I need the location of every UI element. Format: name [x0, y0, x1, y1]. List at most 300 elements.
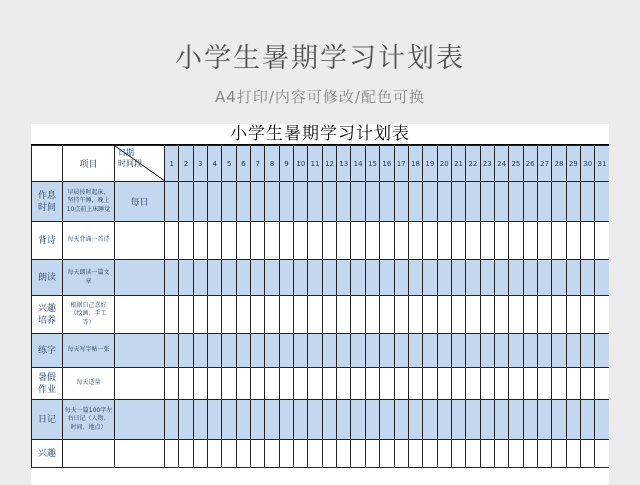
day-cell[interactable]: [351, 368, 365, 400]
day-cell[interactable]: [322, 222, 336, 260]
header-item: 项目: [63, 146, 115, 182]
day-cell[interactable]: [394, 260, 408, 296]
day-cell[interactable]: [251, 334, 265, 368]
day-header: 26: [523, 146, 537, 182]
day-cell[interactable]: [580, 260, 594, 296]
day-cell[interactable]: [423, 368, 437, 400]
day-cell[interactable]: [595, 260, 609, 296]
day-cell[interactable]: [537, 260, 551, 296]
day-cell[interactable]: [265, 296, 279, 334]
day-cell[interactable]: [509, 440, 523, 468]
day-cell[interactable]: [380, 296, 394, 334]
day-cell[interactable]: [494, 182, 508, 222]
day-cell[interactable]: [437, 334, 451, 368]
day-cell[interactable]: [322, 182, 336, 222]
day-cell[interactable]: [236, 222, 250, 260]
day-cell[interactable]: [208, 296, 222, 334]
page-title: 小学生暑期学习计划表: [175, 43, 465, 74]
day-cell[interactable]: [451, 334, 465, 368]
day-cell[interactable]: [480, 296, 494, 334]
day-cell[interactable]: [451, 182, 465, 222]
day-cell[interactable]: [351, 260, 365, 296]
day-cell[interactable]: [365, 260, 379, 296]
day-cell[interactable]: [423, 296, 437, 334]
day-cell[interactable]: [523, 440, 537, 468]
day-cell[interactable]: [523, 368, 537, 400]
day-cell[interactable]: [480, 260, 494, 296]
day-cell[interactable]: [251, 440, 265, 468]
day-cell[interactable]: [523, 222, 537, 260]
day-cell[interactable]: [337, 440, 351, 468]
day-cell[interactable]: [179, 440, 193, 468]
day-cell[interactable]: [437, 182, 451, 222]
day-cell[interactable]: [351, 334, 365, 368]
day-cell[interactable]: [552, 440, 566, 468]
day-cell[interactable]: [222, 400, 236, 440]
day-cell[interactable]: [308, 400, 322, 440]
day-cell[interactable]: [537, 400, 551, 440]
day-cell[interactable]: [523, 334, 537, 368]
day-cell[interactable]: [337, 368, 351, 400]
day-cell[interactable]: [294, 222, 308, 260]
day-cell[interactable]: [265, 182, 279, 222]
day-cell[interactable]: [193, 400, 207, 440]
day-cell[interactable]: [480, 400, 494, 440]
day-cell[interactable]: [494, 440, 508, 468]
day-cell[interactable]: [394, 222, 408, 260]
day-cell[interactable]: [236, 182, 250, 222]
day-cell[interactable]: [179, 400, 193, 440]
day-cell[interactable]: [351, 182, 365, 222]
row-frequency: [115, 400, 165, 440]
day-cell[interactable]: [552, 368, 566, 400]
day-cell[interactable]: [437, 260, 451, 296]
day-cell[interactable]: [222, 222, 236, 260]
day-cell[interactable]: [408, 222, 422, 260]
day-cell[interactable]: [595, 296, 609, 334]
day-cell[interactable]: [552, 222, 566, 260]
day-header: 6: [236, 146, 250, 182]
day-header: 9: [279, 146, 293, 182]
day-header: 24: [494, 146, 508, 182]
day-cell[interactable]: [423, 182, 437, 222]
day-cell[interactable]: [537, 334, 551, 368]
day-cell[interactable]: [279, 400, 293, 440]
day-cell[interactable]: [236, 260, 250, 296]
day-cell[interactable]: [451, 296, 465, 334]
day-cell[interactable]: [537, 440, 551, 468]
day-cell[interactable]: [552, 182, 566, 222]
day-cell[interactable]: [494, 260, 508, 296]
day-cell[interactable]: [236, 334, 250, 368]
day-cell[interactable]: [236, 296, 250, 334]
day-cell[interactable]: [222, 296, 236, 334]
day-cell[interactable]: [208, 260, 222, 296]
day-cell[interactable]: [451, 440, 465, 468]
day-cell[interactable]: [580, 222, 594, 260]
day-cell[interactable]: [294, 400, 308, 440]
day-cell[interactable]: [494, 222, 508, 260]
day-cell[interactable]: [193, 182, 207, 222]
day-cell[interactable]: [251, 260, 265, 296]
day-header: 7: [251, 146, 265, 182]
day-cell[interactable]: [580, 368, 594, 400]
day-cell[interactable]: [552, 296, 566, 334]
day-cell[interactable]: [394, 334, 408, 368]
day-cell[interactable]: [193, 368, 207, 400]
sheet-title: 小学生暑期学习计划表: [31, 124, 609, 145]
day-cell[interactable]: [437, 368, 451, 400]
day-cell[interactable]: [193, 260, 207, 296]
day-cell[interactable]: [523, 400, 537, 440]
plan-row: [32, 296, 610, 334]
day-cell[interactable]: [365, 334, 379, 368]
day-header: 8: [265, 146, 279, 182]
day-cell[interactable]: [265, 334, 279, 368]
day-cell[interactable]: [222, 182, 236, 222]
day-cell[interactable]: [265, 222, 279, 260]
day-header: 18: [408, 146, 422, 182]
day-cell[interactable]: [236, 368, 250, 400]
day-cell[interactable]: [279, 368, 293, 400]
day-cell[interactable]: [308, 368, 322, 400]
plan-row: [32, 260, 610, 296]
day-cell[interactable]: [437, 222, 451, 260]
day-cell[interactable]: [423, 222, 437, 260]
day-cell[interactable]: [408, 182, 422, 222]
day-cell[interactable]: [566, 368, 580, 400]
day-cell[interactable]: [337, 296, 351, 334]
day-cell[interactable]: [294, 296, 308, 334]
day-header: 27: [537, 146, 551, 182]
day-cell[interactable]: [208, 400, 222, 440]
day-cell[interactable]: [466, 440, 480, 468]
day-cell[interactable]: [193, 334, 207, 368]
day-cell[interactable]: [580, 440, 594, 468]
day-header: 23: [480, 146, 494, 182]
day-header: 28: [552, 146, 566, 182]
day-cell[interactable]: [494, 334, 508, 368]
day-cell[interactable]: [580, 182, 594, 222]
day-cell[interactable]: [380, 260, 394, 296]
day-cell[interactable]: [351, 400, 365, 440]
day-cell[interactable]: [294, 182, 308, 222]
day-cell[interactable]: [566, 334, 580, 368]
day-cell[interactable]: [408, 296, 422, 334]
row-category: 日记: [32, 400, 63, 440]
day-cell[interactable]: [337, 182, 351, 222]
day-cell[interactable]: [308, 334, 322, 368]
day-cell[interactable]: [408, 440, 422, 468]
day-cell[interactable]: [236, 400, 250, 440]
plan-sheet: [31, 124, 609, 485]
day-cell[interactable]: [437, 440, 451, 468]
day-cell[interactable]: [365, 440, 379, 468]
day-cell[interactable]: [451, 260, 465, 296]
row-description: 每天一篇100字左 右日记（人物、 时间、地点）: [63, 400, 115, 440]
day-header: 17: [394, 146, 408, 182]
row-description: 早晨按时起床， 坚持午睡，晚上 10点前上床睡觉: [63, 182, 115, 222]
day-cell[interactable]: [451, 400, 465, 440]
day-cell[interactable]: [423, 400, 437, 440]
day-cell[interactable]: [222, 260, 236, 296]
day-cell[interactable]: [595, 368, 609, 400]
day-cell[interactable]: [494, 400, 508, 440]
day-header: 19: [423, 146, 437, 182]
day-cell[interactable]: [251, 368, 265, 400]
day-cell[interactable]: [351, 296, 365, 334]
day-cell[interactable]: [208, 440, 222, 468]
day-cell[interactable]: [466, 334, 480, 368]
day-cell[interactable]: [595, 222, 609, 260]
day-cell[interactable]: [208, 222, 222, 260]
day-header: 5: [222, 146, 236, 182]
day-cell[interactable]: [380, 368, 394, 400]
day-header: 11: [308, 146, 322, 182]
day-cell[interactable]: [165, 334, 179, 368]
day-cell[interactable]: [193, 440, 207, 468]
header-diagonal-cell: [115, 146, 165, 182]
row-description: 根据自己喜好 （绘画、手工 等）: [63, 296, 115, 334]
day-cell[interactable]: [308, 222, 322, 260]
day-cell[interactable]: [480, 182, 494, 222]
day-cell[interactable]: [595, 440, 609, 468]
day-cell[interactable]: [394, 182, 408, 222]
day-cell[interactable]: [322, 296, 336, 334]
day-cell[interactable]: [380, 222, 394, 260]
day-cell[interactable]: [208, 334, 222, 368]
row-category: 作息 时间: [32, 182, 63, 222]
row-category: 练字: [32, 334, 63, 368]
day-cell[interactable]: [193, 296, 207, 334]
day-cell[interactable]: [466, 222, 480, 260]
day-cell[interactable]: [394, 368, 408, 400]
day-cell[interactable]: [179, 296, 193, 334]
day-cell[interactable]: [337, 260, 351, 296]
day-cell[interactable]: [365, 182, 379, 222]
day-cell[interactable]: [480, 368, 494, 400]
day-cell[interactable]: [236, 440, 250, 468]
day-cell[interactable]: [523, 296, 537, 334]
day-cell[interactable]: [437, 296, 451, 334]
day-header: 14: [351, 146, 365, 182]
header-row: [32, 146, 610, 182]
day-cell[interactable]: [380, 182, 394, 222]
day-cell[interactable]: [294, 334, 308, 368]
day-cell[interactable]: [380, 334, 394, 368]
day-cell[interactable]: [337, 400, 351, 440]
day-cell[interactable]: [208, 368, 222, 400]
row-frequency: [115, 368, 165, 400]
day-cell[interactable]: [509, 334, 523, 368]
day-cell[interactable]: [451, 222, 465, 260]
day-cell[interactable]: [165, 182, 179, 222]
day-cell[interactable]: [423, 260, 437, 296]
day-cell[interactable]: [552, 400, 566, 440]
day-cell[interactable]: [193, 222, 207, 260]
day-cell[interactable]: [480, 334, 494, 368]
day-cell[interactable]: [509, 182, 523, 222]
day-header: 1: [165, 146, 179, 182]
plan-row: [32, 440, 610, 468]
day-cell[interactable]: [337, 222, 351, 260]
plan-table: [31, 145, 609, 468]
row-category: 朗读: [32, 260, 63, 296]
day-header: 22: [466, 146, 480, 182]
day-cell[interactable]: [222, 334, 236, 368]
day-cell[interactable]: [466, 368, 480, 400]
day-cell[interactable]: [566, 440, 580, 468]
day-cell[interactable]: [566, 296, 580, 334]
day-cell[interactable]: [265, 400, 279, 440]
day-cell[interactable]: [165, 368, 179, 400]
day-cell[interactable]: [308, 296, 322, 334]
day-cell[interactable]: [580, 400, 594, 440]
day-cell[interactable]: [279, 296, 293, 334]
day-cell[interactable]: [408, 334, 422, 368]
day-cell[interactable]: [595, 400, 609, 440]
day-cell[interactable]: [165, 260, 179, 296]
day-cell[interactable]: [451, 368, 465, 400]
day-cell[interactable]: [179, 368, 193, 400]
day-cell[interactable]: [394, 400, 408, 440]
day-cell[interactable]: [408, 400, 422, 440]
day-header: 2: [179, 146, 193, 182]
day-cell[interactable]: [580, 334, 594, 368]
header-time-label: 时间段: [118, 159, 142, 168]
day-cell[interactable]: [322, 400, 336, 440]
day-cell[interactable]: [466, 260, 480, 296]
row-description: 每天写字帖一张: [63, 334, 115, 368]
day-cell[interactable]: [294, 260, 308, 296]
row-category: 暑假 作业: [32, 368, 63, 400]
day-cell[interactable]: [322, 334, 336, 368]
day-cell[interactable]: [179, 334, 193, 368]
day-cell[interactable]: [566, 260, 580, 296]
day-cell[interactable]: [466, 296, 480, 334]
day-cell[interactable]: [165, 296, 179, 334]
day-cell[interactable]: [595, 182, 609, 222]
day-cell[interactable]: [408, 368, 422, 400]
day-cell[interactable]: [509, 222, 523, 260]
day-cell[interactable]: [279, 440, 293, 468]
day-cell[interactable]: [509, 400, 523, 440]
day-cell[interactable]: [322, 368, 336, 400]
day-cell[interactable]: [494, 296, 508, 334]
day-cell[interactable]: [480, 440, 494, 468]
day-cell[interactable]: [523, 182, 537, 222]
day-cell[interactable]: [394, 296, 408, 334]
day-cell[interactable]: [595, 334, 609, 368]
day-cell[interactable]: [365, 296, 379, 334]
day-cell[interactable]: [279, 260, 293, 296]
day-cell[interactable]: [509, 368, 523, 400]
day-cell[interactable]: [365, 368, 379, 400]
day-cell[interactable]: [423, 334, 437, 368]
day-cell[interactable]: [165, 440, 179, 468]
day-cell[interactable]: [537, 296, 551, 334]
day-cell[interactable]: [265, 260, 279, 296]
row-description: 每天背诵一首诗: [63, 222, 115, 260]
day-cell[interactable]: [279, 334, 293, 368]
day-cell[interactable]: [365, 222, 379, 260]
day-cell[interactable]: [537, 182, 551, 222]
row-frequency: [115, 296, 165, 334]
day-cell[interactable]: [466, 182, 480, 222]
day-cell[interactable]: [294, 368, 308, 400]
day-cell[interactable]: [208, 182, 222, 222]
day-cell[interactable]: [351, 222, 365, 260]
day-cell[interactable]: [294, 440, 308, 468]
day-cell[interactable]: [165, 222, 179, 260]
header-date-label: 日期: [118, 148, 134, 157]
row-frequency: [115, 260, 165, 296]
day-cell[interactable]: [251, 296, 265, 334]
day-cell[interactable]: [251, 400, 265, 440]
day-cell[interactable]: [537, 222, 551, 260]
day-cell[interactable]: [566, 400, 580, 440]
day-cell[interactable]: [394, 440, 408, 468]
day-cell[interactable]: [466, 400, 480, 440]
day-cell[interactable]: [308, 440, 322, 468]
day-cell[interactable]: [580, 296, 594, 334]
day-cell[interactable]: [480, 222, 494, 260]
day-cell[interactable]: [222, 368, 236, 400]
day-cell[interactable]: [279, 222, 293, 260]
day-cell[interactable]: [251, 182, 265, 222]
day-cell[interactable]: [537, 368, 551, 400]
day-cell[interactable]: [251, 222, 265, 260]
page-subtitle: A4打印/内容可修改/配色可换: [215, 88, 425, 106]
day-cell[interactable]: [279, 182, 293, 222]
day-cell[interactable]: [179, 222, 193, 260]
row-frequency: [115, 222, 165, 260]
day-header: 29: [566, 146, 580, 182]
day-cell[interactable]: [408, 260, 422, 296]
day-cell[interactable]: [566, 182, 580, 222]
day-cell[interactable]: [380, 440, 394, 468]
day-cell[interactable]: [322, 440, 336, 468]
day-header: 3: [193, 146, 207, 182]
day-cell[interactable]: [222, 440, 236, 468]
day-cell[interactable]: [437, 400, 451, 440]
day-cell[interactable]: [351, 440, 365, 468]
day-header: 15: [365, 146, 379, 182]
day-cell[interactable]: [494, 368, 508, 400]
day-cell[interactable]: [265, 368, 279, 400]
day-cell[interactable]: [423, 440, 437, 468]
day-cell[interactable]: [552, 260, 566, 296]
day-cell[interactable]: [308, 182, 322, 222]
day-cell[interactable]: [265, 440, 279, 468]
day-cell[interactable]: [566, 222, 580, 260]
day-cell[interactable]: [179, 260, 193, 296]
day-header: 13: [337, 146, 351, 182]
day-cell[interactable]: [165, 400, 179, 440]
day-cell[interactable]: [308, 260, 322, 296]
day-cell[interactable]: [509, 260, 523, 296]
day-cell[interactable]: [179, 182, 193, 222]
day-cell[interactable]: [380, 400, 394, 440]
day-header: 12: [322, 146, 336, 182]
day-cell[interactable]: [337, 334, 351, 368]
day-cell[interactable]: [365, 400, 379, 440]
plan-row: [32, 368, 610, 400]
day-cell[interactable]: [523, 260, 537, 296]
day-cell[interactable]: [552, 334, 566, 368]
day-cell[interactable]: [322, 260, 336, 296]
day-cell[interactable]: [509, 296, 523, 334]
